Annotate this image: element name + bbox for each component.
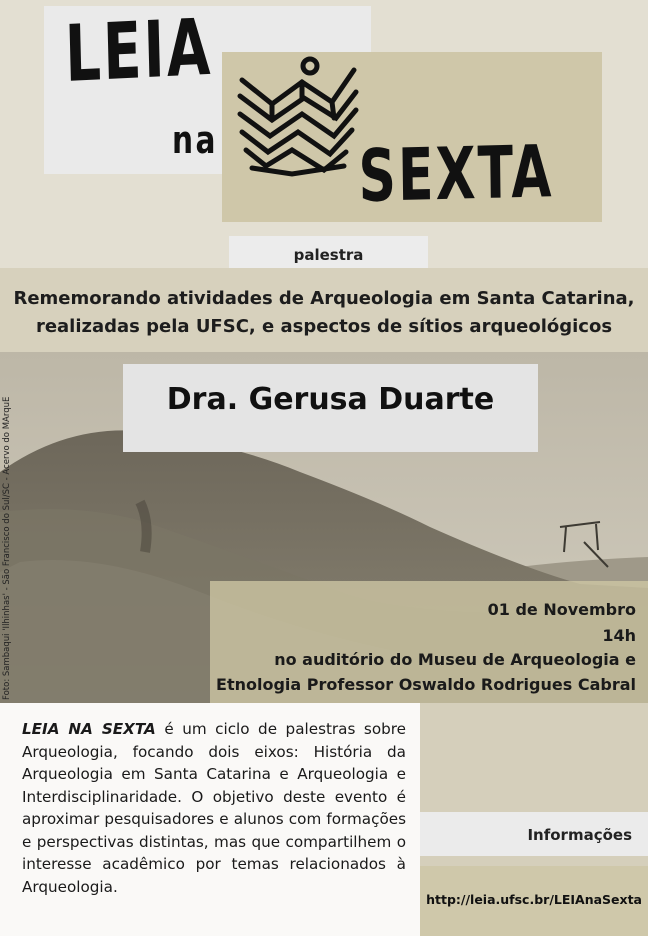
logo-word-sexta: SEXTA bbox=[358, 129, 554, 218]
info-label: Informações bbox=[527, 826, 632, 844]
logo-word-leia: LEIA bbox=[64, 2, 214, 100]
event-venue-line2: Etnologia Professor Oswaldo Rodrigues Cabral bbox=[216, 675, 636, 694]
photo-credit: Foto: Sambaqui 'Ilhinhas' - São Francisco do Sul/SC - Acervo do MArquE bbox=[2, 396, 12, 700]
series-description bbox=[22, 718, 406, 898]
logo-word-na: na bbox=[172, 118, 218, 162]
info-url-link[interactable]: http://leia.ufsc.br/LEIAnaSexta bbox=[426, 892, 642, 907]
event-venue-line1: no auditório do Museu de Arqueologia e bbox=[274, 650, 636, 669]
lecture-title-line2: realizadas pela UFSC, e aspectos de sítios arqueológicos bbox=[35, 316, 613, 337]
event-date: 01 de Novembro bbox=[487, 600, 636, 619]
title-band bbox=[0, 268, 648, 352]
lecture-title-line1: Rememorando atividades de Arqueologia em Santa Catarina, bbox=[13, 288, 635, 309]
speaker-name: Dra. Gerusa Duarte bbox=[166, 382, 495, 417]
event-type-label: palestra bbox=[293, 246, 364, 264]
series-description-body: é um ciclo de palestras sobre Arqueologia, focando dois eixos: História da Arqueologia em Santa Catarina e Arqueologia e Interdisciplinaridade. O objetivo deste evento é aproximar pesquisadores e alunos com formações e perspectivas distintas, mas que compartilhem o interesse acadêmico por temas relacionados à Arqueologia. bbox=[22, 720, 407, 896]
rock-art-emblem-icon bbox=[232, 52, 362, 180]
event-time: 14h bbox=[602, 626, 636, 645]
series-name: LEIA NA SEXTA bbox=[22, 720, 156, 738]
